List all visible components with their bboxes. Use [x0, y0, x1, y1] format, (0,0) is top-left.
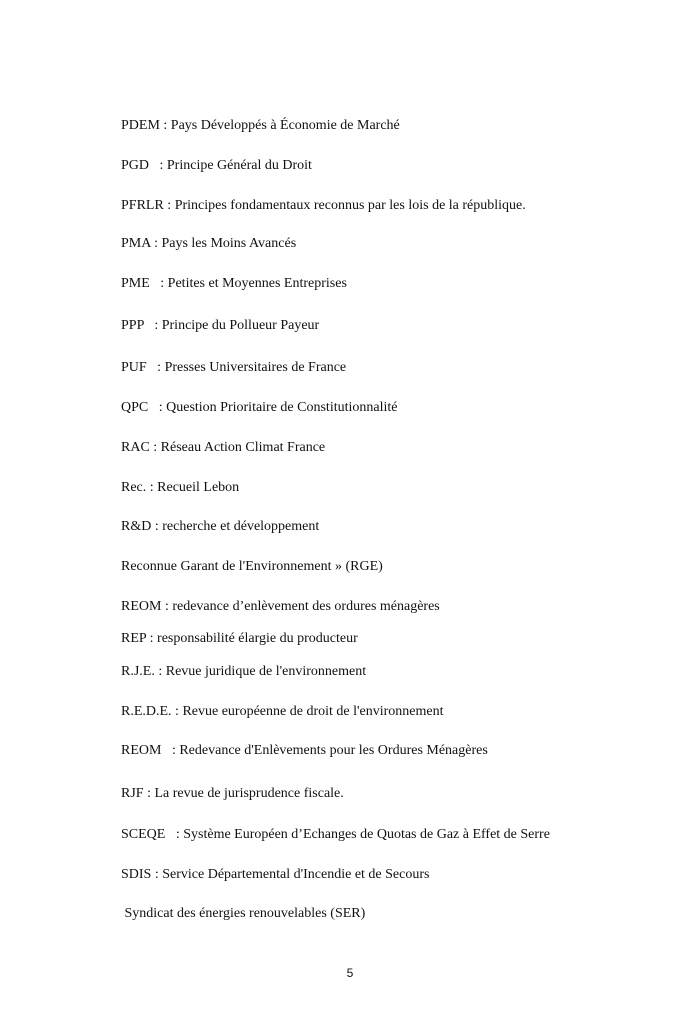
abbreviation-entry: R.J.E. : Revue juridique de l'environnement: [121, 664, 367, 679]
abbreviation-entry: PME : Petites et Moyennes Entreprises: [121, 276, 347, 291]
abbreviation-entry: PGD : Principe Général du Droit: [121, 158, 312, 173]
abbreviation-entry: RJF : La revue de jurisprudence fiscale.: [121, 786, 344, 801]
abbreviation-entry: PFRLR : Principes fondamentaux reconnus par les lois de la république.: [121, 198, 526, 213]
abbreviation-entry: Rec. : Recueil Lebon: [121, 480, 240, 495]
abbreviation-entry: PDEM : Pays Développés à Économie de Marché: [121, 118, 400, 133]
abbreviation-entry: SCEQE : Système Européen d’Echanges de Quotas de Gaz à Effet de Serre: [121, 827, 550, 842]
abbreviation-entry: QPC : Question Prioritaire de Constitutionnalité: [121, 400, 398, 415]
abbreviation-entry: REOM : Redevance d'Enlèvements pour les Ordures Ménagères: [121, 743, 488, 758]
abbreviation-entry: Reconnue Garant de l'Environnement » (RGE): [121, 559, 383, 574]
page-number: 5: [346, 966, 354, 980]
abbreviation-entry: REOM : redevance d’enlèvement des ordures ménagères: [121, 599, 440, 614]
abbreviation-entry: RAC : Réseau Action Climat France: [121, 440, 326, 455]
abbreviation-entry: SDIS : Service Départemental d'Incendie et de Secours: [121, 867, 430, 882]
abbreviation-entry: PUF : Presses Universitaires de France: [121, 360, 347, 375]
abbreviation-entry: R.E.D.E. : Revue européenne de droit de l'environnement: [121, 704, 444, 719]
abbreviation-entry: PMA : Pays les Moins Avancés: [121, 236, 297, 251]
abbreviation-entry: REP : responsabilité élargie du producteur: [121, 631, 358, 646]
abbreviation-entry: PPP : Principe du Pollueur Payeur: [121, 318, 320, 333]
abbreviation-entry: Syndicat des énergies renouvelables (SER): [121, 906, 366, 921]
abbreviation-entry: R&D : recherche et développement: [121, 519, 320, 534]
